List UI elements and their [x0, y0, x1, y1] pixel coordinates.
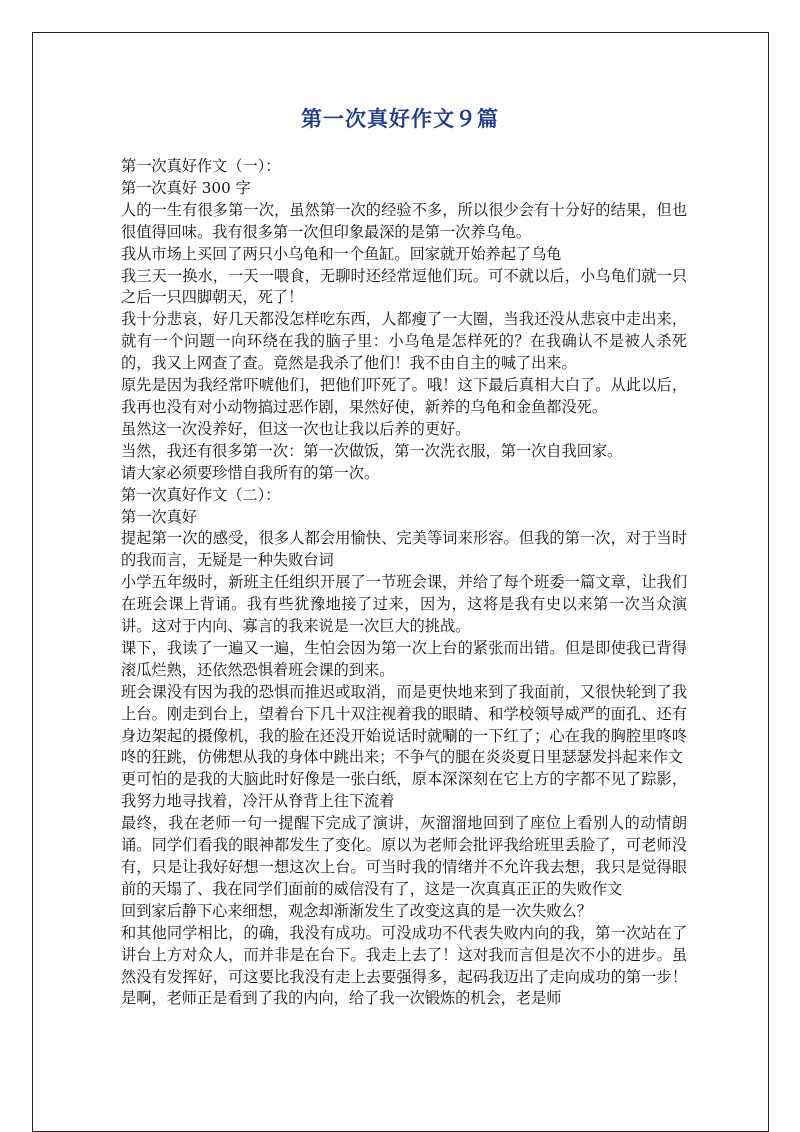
paragraph: 最终，我在老师一句一提醒下完成了演讲，灰溜溜地回到了座位上看别人的动情朗诵。同学们看我的眼神都发生了变化。原以为老师会批评我给班里丢脸了，可老师没有，只是让我好好想一想这次上台。可当时我的情绪并不允许我去想，我只是觉得眼前的天塌了、我在同学们面前的威信没有了，这是一次真真正正的失败作文	[121, 814, 687, 898]
paragraph: 班会课没有因为我的恐惧而推迟或取消，而是更快地来到了我面前，又很快轮到了我上台。刚走到台上，望着台下几十双注视着我的眼睛、和学校领导威严的面孔、还有身边架起的摄像机，我的脸在还没开始说话时就唰的一下红了；心在我的胸腔里咚咚咚的狂跳，仿佛想从我的身体中跳出来；不争气的腿在炎炎夏日里瑟瑟发抖起来作文	[121, 682, 687, 767]
paragraph: 提起第一次的感受，很多人都会用愉快、完美等词来形容。但我的第一次，对于当时的我而言，无疑是一种失败台词	[121, 529, 687, 570]
paragraph: 课下，我读了一遍又一遍，生怕会因为第一次上台的紧张而出错。但是即使我已背得滚瓜烂熟，还依然恐惧着班会课的到来。	[121, 638, 687, 679]
paragraph: 更可怕的是我的大脑此时好像是一张白纸，原本深深刻在它上方的字都不见了踪影，我努力地寻找着，冷汗从脊背上往下流着	[121, 770, 687, 811]
paragraph: 我从市场上买回了两只小乌龟和一个鱼缸。回家就开始养起了乌龟	[121, 244, 562, 263]
essay-title: 第一次真好	[121, 507, 197, 526]
paragraph: 原先是因为我经常吓唬他们，把他们吓死了。哦！这下最后真相大白了。从此以后，我再也没有对小动物搞过恶作剧，果然好使，新养的乌龟和金鱼都没死。	[121, 376, 687, 416]
paragraph: 和其他同学相比，的确，我没有成功。可没成功不代表失败内向的我，第一次站在了讲台上方对众人，而并非是在台下。我走上去了！这对我而言但是次不小的进步。虽然没有发挥好，可这要比我没有走上去要强得多，起码我迈出了走向成功的第一步！是啊，老师正是看到了我的内向，给了我一次锻炼的机会，老是师	[121, 923, 687, 1008]
paragraph: 虽然这一次没养好，但这一次也让我以后养的更好。	[121, 419, 471, 438]
paragraph: 人的一生有很多第一次，虽然第一次的经验不多，所以很少会有十分好的结果，但也很值得回味。我有很多第一次但印象最深的是第一次养乌龟。	[121, 200, 687, 241]
section-heading: 第一次真好作文（二）：	[121, 485, 281, 504]
paragraph: 当然，我还有很多第一次：第一次做饭，第一次洗衣服，第一次自我回家。	[121, 441, 623, 460]
paragraph: 回到家后静下心来细想，观念却渐渐发生了改变这真的是一次失败么？	[121, 901, 592, 920]
paragraph: 请大家必须要珍惜自我所有的第一次。	[121, 463, 380, 482]
document-title: 第一次真好作文９篇	[301, 106, 499, 131]
document-body	[121, 156, 687, 1010]
essay-title: 第一次真好 300 字	[121, 178, 251, 197]
section-heading: 第一次真好作文（一）：	[121, 157, 281, 175]
paragraph: 小学五年级时，新班主任组织开展了一节班会课，并给了每个班委一篇文章，让我们在班会课上背诵。我有些犹豫地接了过来，因为，这将是我有史以来第一次当众演讲。这对于内向、寡言的我来说是一次巨大的挑战。	[121, 573, 687, 636]
paragraph: 我十分悲哀，好几天都没怎样吃东西，人都瘦了一大圈，当我还没从悲哀中走出来，就有一个问题一向环绕在我的脑子里：小乌龟是怎样死的？在我确认不是被人杀死的，我又上网查了查。竟然是我杀了他们！我不由自主的喊了出来。	[121, 310, 687, 373]
paragraph: 我三天一换水，一天一喂食，无聊时还经常逗他们玩。可不就以后，小乌龟们就一只之后一只四脚朝天，死了！	[121, 266, 687, 307]
